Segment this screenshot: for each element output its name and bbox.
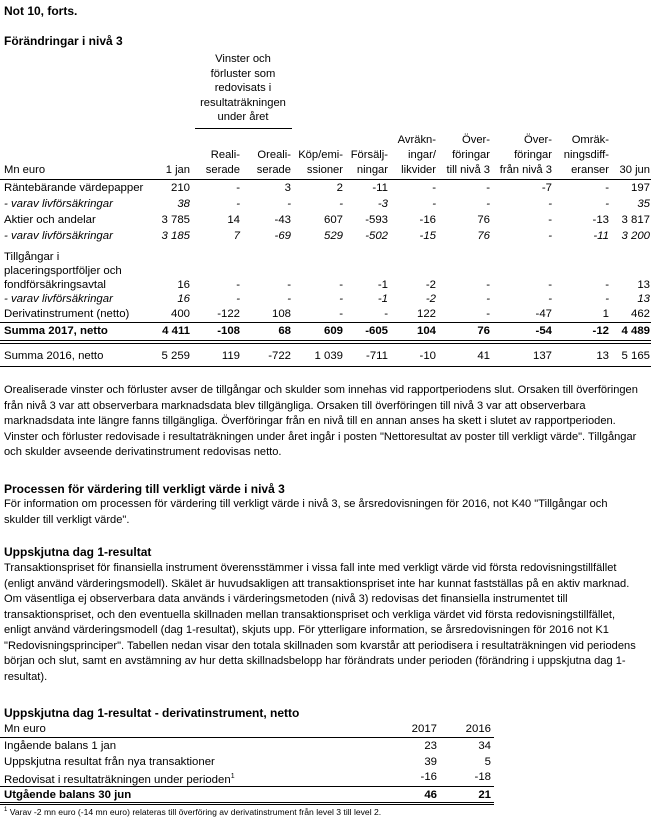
row-label: placeringsportföljer och xyxy=(4,265,122,277)
group-header-line: redovisats i xyxy=(214,82,272,94)
table-cell: - xyxy=(339,198,343,210)
table-cell: - xyxy=(432,182,436,194)
table-cell: - xyxy=(548,230,552,242)
group-header-line: förluster som xyxy=(210,67,276,80)
table-cell: - xyxy=(486,182,490,194)
summa2016-rule xyxy=(0,366,651,367)
table-cell: 16 xyxy=(177,293,190,305)
day1-cell-2016: 34 xyxy=(478,740,491,752)
day1-cell-2017: 39 xyxy=(424,756,437,768)
table-cell: -593 xyxy=(365,214,388,226)
table-cell: - xyxy=(339,308,343,320)
col-header-text: Oreali- xyxy=(257,149,291,161)
table-cell: 68 xyxy=(278,325,291,337)
table-cell: - xyxy=(486,293,490,305)
table-cell: 14 xyxy=(227,214,240,226)
col-header-mn-euro: Mn euro xyxy=(4,164,46,176)
day1-row-label-text: Redovisat i resultaträkningen under perioden xyxy=(4,773,231,786)
col-header-text: Försälj- xyxy=(350,149,388,161)
day1-header-rule xyxy=(0,737,494,738)
table-cell: - xyxy=(605,182,609,194)
footnote-number: 1 xyxy=(4,807,8,813)
table-cell: - xyxy=(605,293,609,305)
table-cell: - xyxy=(486,279,490,291)
table-cell: 609 xyxy=(323,325,343,337)
day1-row-label xyxy=(4,739,116,753)
table-cell: 108 xyxy=(271,308,291,320)
day1-header-2017: 2017 xyxy=(411,723,437,735)
table-cell: - xyxy=(236,279,240,291)
table-cell: 35 xyxy=(637,198,650,210)
col-header-text: föringar xyxy=(514,149,552,161)
table-cell: 1 xyxy=(602,308,609,320)
col-header-text: Reali- xyxy=(210,149,240,161)
table-cell: -2 xyxy=(425,293,436,305)
table-cell: 137 xyxy=(532,350,552,362)
table-cell: -2 xyxy=(425,279,436,291)
table-cell: 13 xyxy=(596,350,609,362)
footnote xyxy=(4,805,381,818)
table-cell: -7 xyxy=(541,182,552,194)
col-header-text: likvider xyxy=(401,164,436,176)
total-bottom-rule xyxy=(0,340,651,341)
day1-row-label xyxy=(4,770,235,787)
table-cell: -13 xyxy=(592,214,609,226)
col-header-text: föringar xyxy=(452,149,490,161)
table-cell: -43 xyxy=(274,214,291,226)
table-cell: -502 xyxy=(365,230,388,242)
table-cell: -3 xyxy=(377,198,388,210)
table-cell: 3 785 xyxy=(161,214,190,226)
col-header-text: ingar/ xyxy=(408,149,436,161)
table-cell: - xyxy=(432,198,436,210)
table-cell: -605 xyxy=(365,325,388,337)
table-row-label: - varav livförsäkringar xyxy=(4,293,113,305)
table-cell: - xyxy=(605,279,609,291)
table-cell: -15 xyxy=(419,230,436,242)
table-cell: - xyxy=(287,198,291,210)
col-header-text: till nivå 3 xyxy=(446,164,490,176)
day1-row-label-text: Ingående balans 1 jan xyxy=(4,740,117,752)
table-cell: -16 xyxy=(419,214,436,226)
table-cell: - xyxy=(605,198,609,210)
table-cell: -12 xyxy=(592,325,609,337)
paragraph-day1: Transaktionspriset för finansiella instrument överensstämmer i vissa fall inte med verkligt värde vid första redovisningstillfället (enligt använd värderingsmodell). Skälet är huvudsakligen att transaktionspriset inte har kunnat fastställas på en aktiv marknad. Om väsentliga ej observerbara data används i värderingsmetoden (nivå 3) redovisas det finansiella instrumentet till transaktionspriset, och den eventuella skillnaden mellan transaktionspriset och verkliga värdet vid första redovisningstillfället, enligt använd värderingsmodell (dag 1-resultat), skjuts upp. För ytterligare information, se årsredovisningen för 2016 not K1 "Redovisningsprinciper". Tabellen nedan visar den totala skillnaden som kvarstår att periodisera i resultaträkningen vid periodens början och slut, samt en avstämning av hur detta skillnadsbelopp har förändrats under perioden (förändring i uppskjutna dag 1-resultat). xyxy=(4,562,636,683)
table-cell: -69 xyxy=(274,230,291,242)
day1-cell-2017: 23 xyxy=(424,740,437,752)
table-cell: - xyxy=(548,279,552,291)
table-cell: - xyxy=(236,293,240,305)
table-row-label: Derivatinstrument (netto) xyxy=(4,308,130,320)
table-cell: - xyxy=(236,182,240,194)
col-header-text: 30 jun xyxy=(619,164,650,176)
table-cell: 4 489 xyxy=(621,325,650,337)
col-header-text: Avräkn- xyxy=(397,134,436,146)
table-cell: 76 xyxy=(477,325,490,337)
day1-total-2017: 46 xyxy=(424,789,437,801)
day1-cell-2016: -18 xyxy=(474,771,491,783)
footnote-text: Varav -2 mn euro (-14 mn euro) relateras till överföring av derivatinstrument från level 3 till level 2. xyxy=(7,806,382,817)
table-cell: -10 xyxy=(419,350,436,362)
row-label: fondförsäkringsavtal xyxy=(4,279,106,291)
table-cell: - xyxy=(384,308,388,320)
table-cell: 400 xyxy=(170,308,190,320)
table-cell: 122 xyxy=(416,308,436,320)
table-cell: 529 xyxy=(323,230,343,242)
table-cell: 2 xyxy=(336,182,343,194)
table-cell: -722 xyxy=(268,350,291,362)
table-cell: 16 xyxy=(177,279,190,291)
day1-total-label: Utgående balans 30 jun xyxy=(4,789,132,801)
table-cell: 3 xyxy=(284,182,291,194)
col-header-text: Köp/emi- xyxy=(298,149,343,161)
note-title: Not 10, forts. xyxy=(4,4,78,18)
table-cell: -47 xyxy=(535,308,552,320)
table-cell: 5 259 xyxy=(161,350,190,362)
day1-total-top-rule xyxy=(0,786,494,787)
table-cell: -54 xyxy=(535,325,552,337)
day1-row-label-text: Uppskjutna resultat från nya transaktioner xyxy=(4,756,215,768)
day1-table-title: Uppskjutna dag 1-resultat - derivatinstrument, netto xyxy=(4,706,300,720)
table-cell: -108 xyxy=(217,325,240,337)
day1-row-label xyxy=(4,755,215,769)
table-cell: - xyxy=(548,198,552,210)
table-cell: - xyxy=(548,293,552,305)
col-header-text: eranser xyxy=(571,164,609,176)
table-row-label: - varav livförsäkringar xyxy=(4,198,113,210)
group-header-line: Vinster och xyxy=(215,53,271,65)
section-title: Förändringar i nivå 3 xyxy=(4,34,123,48)
table-cell: 5 165 xyxy=(621,350,650,362)
table-cell: 4 411 xyxy=(162,325,190,337)
col-header-text: 1 jan xyxy=(165,164,190,176)
group-header-line: under året xyxy=(217,111,269,123)
total-row-2016-label: Summa 2016, netto xyxy=(4,350,104,362)
group-header-line: resultaträkningen xyxy=(200,96,286,109)
total-bottom-rule-2 xyxy=(0,343,651,344)
table-cell: 462 xyxy=(630,308,650,320)
table-cell: - xyxy=(548,214,552,226)
col-header-text: serade xyxy=(256,164,291,176)
day1-header-label: Mn euro xyxy=(4,723,46,735)
table-cell: -1 xyxy=(377,279,388,291)
table-cell: 13 xyxy=(637,279,650,291)
table-cell: 3 185 xyxy=(161,230,190,242)
table-cell: -711 xyxy=(366,350,388,362)
day1-cell-2016: 5 xyxy=(484,756,491,768)
table-cell: - xyxy=(339,293,343,305)
table-cell: 210 xyxy=(170,182,190,194)
paragraph-level3-explanation: Orealiserade vinster och förluster avser de tillgångar och skulder som innehas vid rapportperiodens slut. Orsaken till överföringen från nivå 3 var att observerbara marknadsdata blev tillgängliga. Orsaken till överföringen till nivå 3 var att observerbara marknadsdata inte längre fanns tillgängliga. Överföringar från en nivå till en annan anses ha skett i slutet av rapportperioden. Vinster och förluster redovisade i resultaträkningen under året ingår i posten "Nettoresultat av poster till verkligt värde". Tillgångar och skulder avseende derivatinstrument redovisas netto. xyxy=(4,384,638,458)
row-label: Tillgångar i xyxy=(4,251,60,263)
group-header-rule xyxy=(195,128,292,129)
table-cell: 38 xyxy=(177,198,190,210)
table-cell: - xyxy=(486,198,490,210)
table-cell: -122 xyxy=(217,308,240,320)
table-cell: 104 xyxy=(416,325,436,337)
table-cell: - xyxy=(486,308,490,320)
col-header-text: från nivå 3 xyxy=(499,164,552,176)
table-cell: 7 xyxy=(233,230,240,242)
table-cell: 3 817 xyxy=(621,214,650,226)
col-header-text: Omräk- xyxy=(571,134,609,146)
section-title-day1: Uppskjutna dag 1-resultat xyxy=(4,545,152,559)
table-cell: 13 xyxy=(637,293,650,305)
table-cell: - xyxy=(339,279,343,291)
section-title-valuation-process: Processen för värdering till verkligt värde i nivå 3 xyxy=(4,482,285,496)
col-header-text: ssioner xyxy=(306,164,343,176)
day1-total-2016: 21 xyxy=(478,789,491,801)
header-rule xyxy=(0,179,651,180)
table-cell: 1 039 xyxy=(314,350,343,362)
day1-header-2016: 2016 xyxy=(465,723,491,735)
table-cell: 197 xyxy=(630,182,650,194)
col-header-text: Över- xyxy=(524,134,552,146)
col-header-text: serade xyxy=(205,164,240,176)
table-cell: 41 xyxy=(477,350,490,362)
col-header-text: Över- xyxy=(462,134,490,146)
paragraph-valuation-process: För information om processen för värdering till verkligt värde i nivå 3, se årsredovisningen för 2016, not K40 "Tillgångar och skulder till verkligt värde". xyxy=(4,498,608,526)
table-cell: -11 xyxy=(593,230,609,242)
table-cell: -1 xyxy=(377,293,388,305)
day1-cell-2017: -16 xyxy=(420,771,437,783)
table-cell: -11 xyxy=(372,182,388,194)
table-cell: - xyxy=(287,293,291,305)
table-cell: 3 200 xyxy=(621,230,650,242)
table-row-label: Aktier och andelar xyxy=(4,214,96,226)
table-cell: - xyxy=(287,279,291,291)
table-cell: 119 xyxy=(221,350,240,362)
table-cell: 607 xyxy=(323,214,343,226)
col-header-text: ningsdiff- xyxy=(563,149,609,161)
table-cell: 76 xyxy=(477,214,490,226)
day1-total-bottom-rule xyxy=(0,802,494,803)
table-cell: 76 xyxy=(477,230,490,242)
table-cell: - xyxy=(236,198,240,210)
footnote-marker: 1 xyxy=(230,773,235,780)
total-top-rule xyxy=(0,322,651,323)
table-row-label: - varav livförsäkringar xyxy=(4,230,113,242)
table-row-label: Räntebärande värdepapper xyxy=(4,182,144,194)
col-header-text: ningar xyxy=(356,164,388,176)
total-row-2017-label: Summa 2017, netto xyxy=(4,325,108,337)
